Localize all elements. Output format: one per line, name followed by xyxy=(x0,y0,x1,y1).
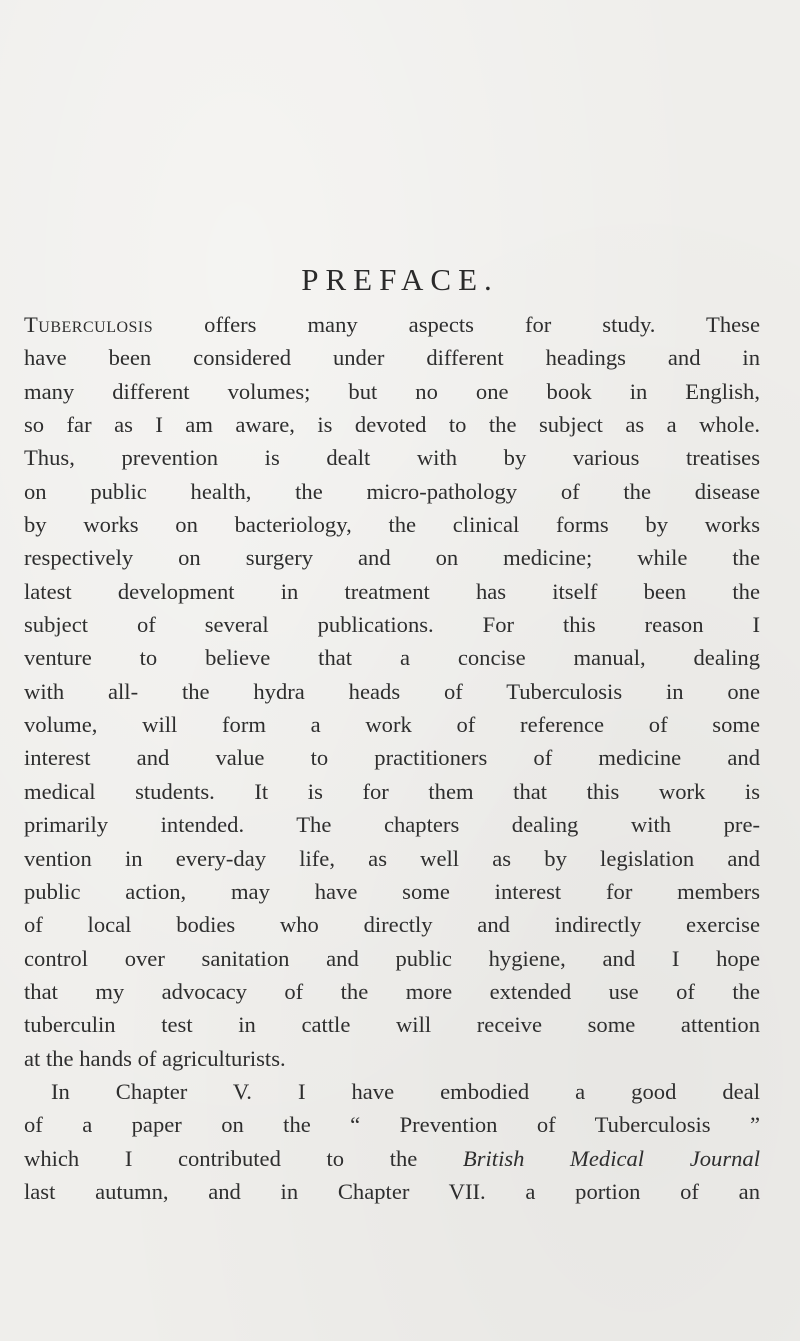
text-line: respectively on surgery and on medicine; while the xyxy=(24,545,760,571)
preface-body xyxy=(24,308,760,1208)
text-line: volume, will form a work of reference of some xyxy=(24,712,760,738)
text-line: that my advocacy of the more extended use of the xyxy=(24,978,760,1004)
journal-title: British Medical Journal xyxy=(462,1145,760,1171)
text-line: at the hands of agriculturists. xyxy=(24,1045,286,1071)
text-line: of local bodies who directly and indirectly exercise xyxy=(24,912,760,938)
text-line: last autumn, and in Chapter VII. a portion of an xyxy=(24,1178,760,1204)
text-line: on public health, the micro-pathology of the disease xyxy=(24,478,760,504)
text-line: tuberculin test in cattle will receive some attention xyxy=(24,1012,760,1038)
text-line: by works on bacteriology, the clinical forms by works xyxy=(24,512,760,538)
text-line: have been considered under different headings and in xyxy=(24,345,760,371)
text-line: subject of several publications. For this reason I xyxy=(24,612,760,638)
text-line: vention in every-day life, as well as by legislation and xyxy=(24,845,760,871)
preface-heading: PREFACE. xyxy=(301,262,499,297)
text-line: many different volumes; but no one book in English, xyxy=(24,378,760,404)
text-line: medical students. It is for them that this work is xyxy=(24,778,760,804)
text-line: venture to believe that a concise manual, dealing xyxy=(24,645,760,671)
text-line: of a paper on the “ Prevention of Tuberculosis ” xyxy=(24,1112,760,1138)
text-line: which I contributed to the British Medical Journal xyxy=(24,1145,760,1171)
text-line: primarily intended. The chapters dealing with pre- xyxy=(24,812,760,838)
text-line: Tuberculosis offers many aspects for study. These xyxy=(24,312,760,337)
lead-word: Tuberculosis xyxy=(24,312,154,337)
text-line: public action, may have some interest for members xyxy=(24,878,760,904)
text-line: Thus, prevention is dealt with by various treatises xyxy=(24,445,760,471)
text-line: with all- the hydra heads of Tuberculosis in one xyxy=(24,678,760,704)
text-line: so far as I am aware, is devoted to the subject as a whole. xyxy=(24,412,760,438)
text-line: interest and value to practitioners of medicine and xyxy=(24,745,760,771)
text-line: latest development in treatment has itself been the xyxy=(24,578,760,604)
text-line: control over sanitation and public hygiene, and I hope xyxy=(24,945,760,971)
text-line: In Chapter V. I have embodied a good deal xyxy=(51,1078,760,1104)
